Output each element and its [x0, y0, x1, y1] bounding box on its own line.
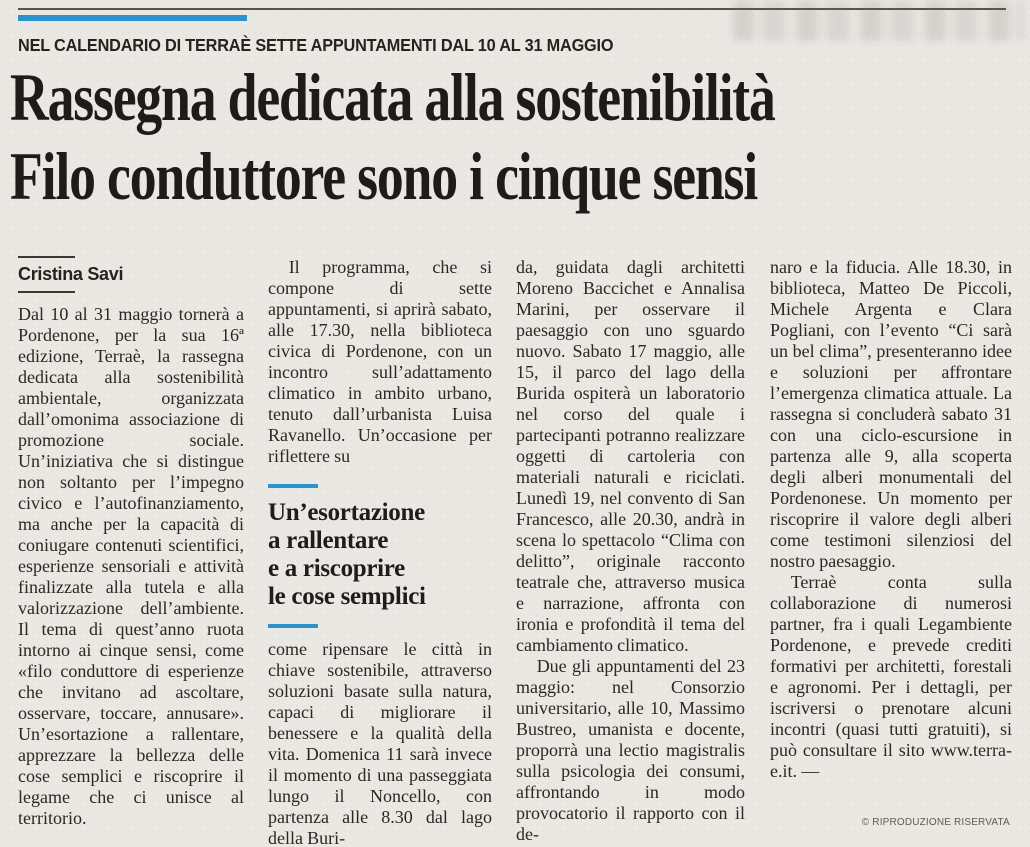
copyright-notice: © RIPRODUZIONE RISERVATA	[861, 816, 1010, 828]
article-column-3	[516, 257, 745, 845]
headline-line-2: Filo conduttore sono i cinque sensi	[10, 138, 758, 214]
subhead-line: a rallentare	[268, 527, 389, 554]
article-paragraph: Dal 10 al 31 maggio tornerà a Pordenone, per la sua 16ª edizione, Terraè, la rassegna dedicata alla sostenibilità ambientale, organizzata dall’omonima associazione di promozione sociale. Un’iniziativa che si distingue non soltanto per l’impegno civico e l’autofinanziamento, ma anche per la capacità di coniugare contenuti scientifici, esperienze sensoriali e attività finalizzate alla tutela e alla valorizzazione dell’ambiente. Il tema di quest’anno ruota intorno ai cinque sensi, come «filo conduttore di esperienze che invitano ad ascoltare, osservare, toccare, annusare». Un’esortazione a rallentare, apprezzare la bellezza delle cose semplici e riscoprire il legame che ci unisce al territorio.	[18, 304, 244, 828]
byline-author: Cristina Savi	[18, 264, 124, 284]
subhead-line: e a riscoprire	[268, 555, 405, 582]
article-column-2	[268, 257, 492, 847]
subhead-rule-bottom	[268, 624, 318, 628]
subhead-line: Un’esortazione	[268, 499, 425, 526]
article-paragraph: Terraè conta sulla collaborazione di numerosi partner, fra i quali Legambiente Pordenone, e prevede crediti formativi per architetti, forestali e agronomi. Per i dettagli, per iscriversi o prenotare alcuni incontri (quasi tutti gratuiti), si può consultare il sito www.terra-e.it. —	[770, 572, 1012, 781]
article-column-1	[18, 304, 244, 829]
article-paragraph: come ripensare le città in chiave sostenibile, attraverso soluzioni basate sulla natura, capaci di migliorare il benessere e la qualità della vita. Domenica 11 sarà invece il momento di una passeggiata lungo il Noncello, con partenza alle 8.30 dal lago della Buri-	[268, 639, 492, 847]
subhead-rule-top	[268, 484, 318, 488]
article-paragraph: da, guidata dagli architetti Moreno Baccichet e Annalisa Marini, per osservare il paesaggio con uno sguardo nuovo. Sabato 17 maggio, alle 15, il parco del lago della Burida ospiterà un laboratorio nel corso del quale i partecipanti potranno realizzare oggetti di cartoleria con materiali naturali e riciclati. Lunedì 19, nel convento di San Francesco, alle 20.30, andrà in scena lo spettacolo “Clima con delitto”, originale racconto teatrale che, attraverso musica e narrazione, affronta con ironia e profondità il tema del cambiamento climatico.	[516, 257, 745, 655]
article-paragraph: Due gli appuntamenti del 23 maggio: nel Consorzio universitario, alle 10, Massimo Bustreo, umanista e docente, proporrà una lectio magistralis sulla psicologia dei consumi, affrontando in modo provocatorio il rapporto con il de-	[516, 656, 745, 844]
kicker: NEL CALENDARIO DI TERRAÈ SETTE APPUNTAMENTI DAL 10 AL 31 MAGGIO	[18, 35, 614, 55]
headline-line-1: Rassegna dedicata alla sostenibilità	[10, 59, 775, 135]
subhead-text	[268, 499, 492, 611]
article-paragraph: Il programma, che si compone di sette appuntamenti, si aprirà sabato, alle 17.30, nella biblioteca civica di Pordenone, con un incontro sull’adattamento climatico in ambito urbano, tenuto dall’urbanista Luisa Ravanello. Un’occasione per riflettere su	[268, 257, 492, 466]
pull-subhead	[268, 484, 492, 628]
article-column-4	[770, 257, 1012, 782]
article-paragraph: naro e la fiducia. Alle 18.30, in biblioteca, Matteo De Piccoli, Michele Argenta e Clara Pogliani, con l’evento “Ci sarà un bel clima”, presenteranno idee e soluzioni per affrontare l’emergenza climatica attuale. La rassegna si concluderà sabato 31 con una ciclo-escursione in partenza alle 9, alla scoperta degli alberi monumentali del Pordenonese. Un momento per riscoprire il valore degli alberi come testimoni silenziosi del nostro paesaggio.	[770, 257, 1012, 571]
subhead-line: le cose semplici	[268, 583, 426, 610]
